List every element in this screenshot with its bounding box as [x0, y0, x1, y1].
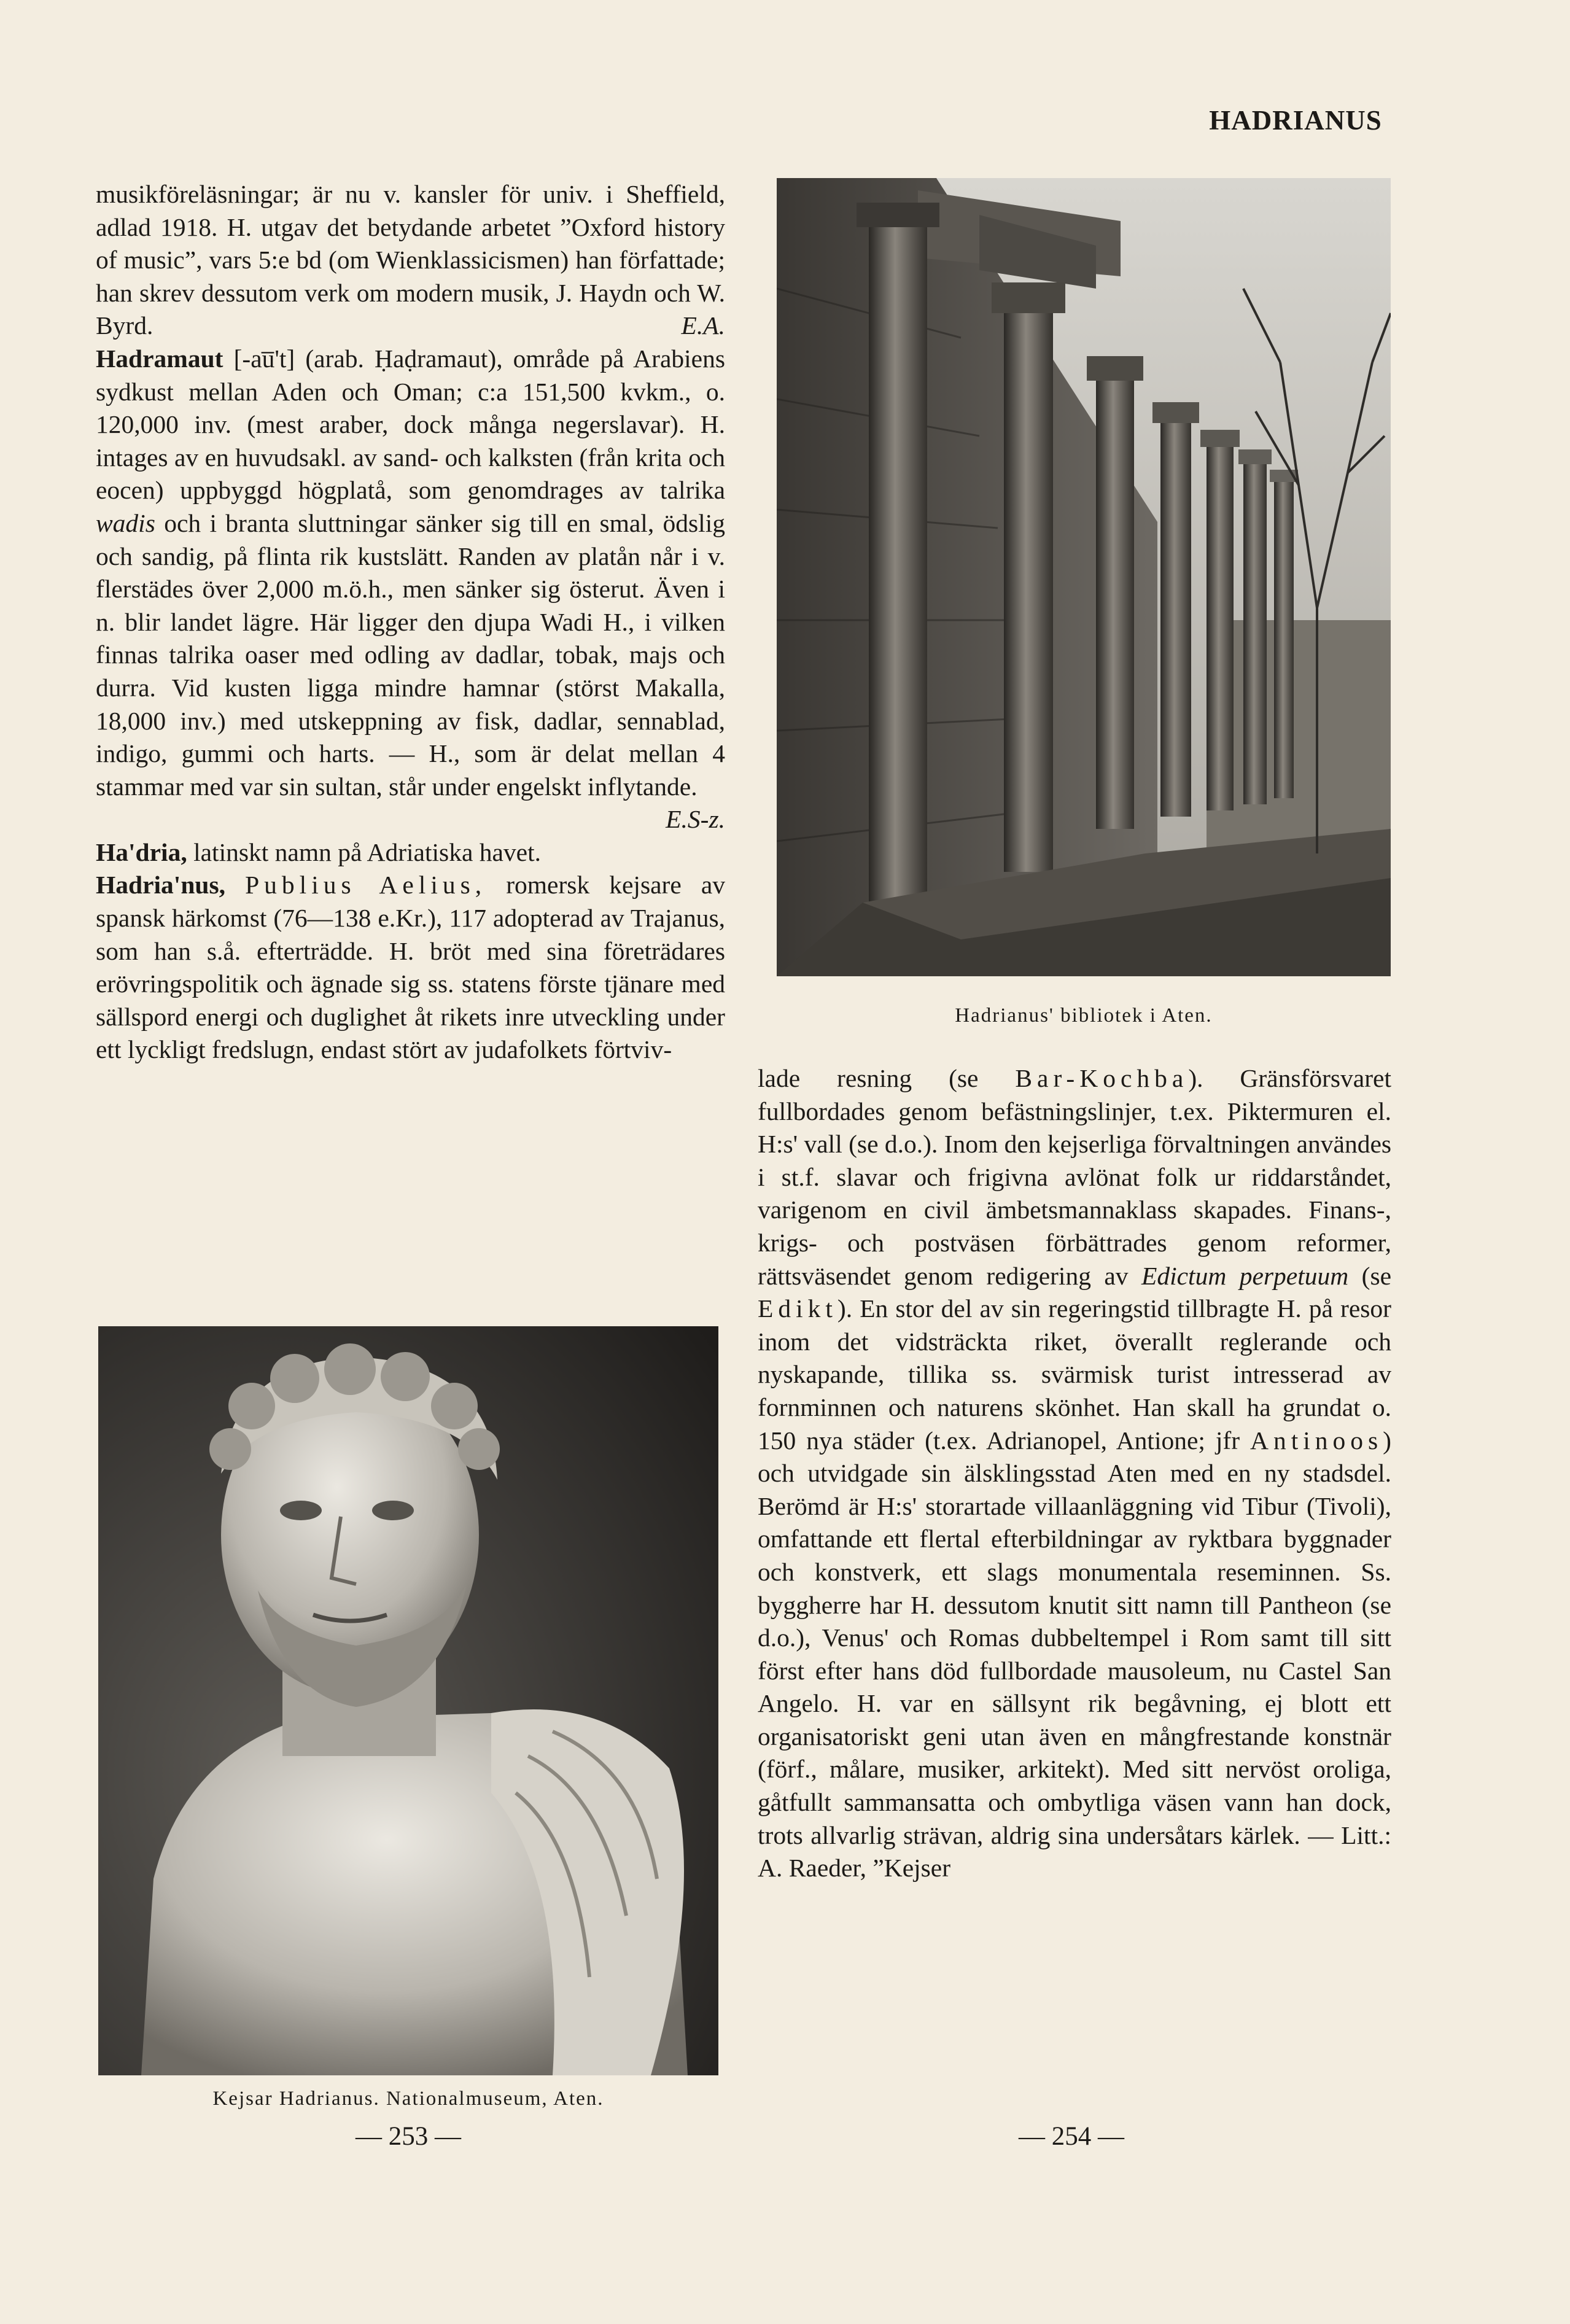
- entry-text: och i branta sluttningar sänker sig till en smal, ödslig och sandig, på flinta rik kustslätt. Randen av platån når i v. flerstädes över 2,000 m.ö.h., men sänker sig österut. Även i n. blir landet lägre. Här ligger den djupa Wadi H., i vilken finnas talrika oaser med odling av dadlar, tobak, majs och durra. Vid kusten ligga mindre hamnar (störst Makalla, 18,000 inv.) med utskeppning av fisk, dadlar, sennablad, indigo, gummi och harts. — H., som är delat mellan 4 stammar med var sin sultan, står under engelskt inflytande.: [96, 508, 725, 801]
- cross-reference: Edikt: [758, 1294, 837, 1323]
- entry-text: på Arabiens sydkust mellan Aden och Oman; c:a 151,500 kvkm., o. 120,000 inv. (mest araber, dock många negerslavar). H. intages av en huvudsakl. av sand- och kalksten (från krita och eocen) uppbyggd högplatå, som genomdrages av talrika: [96, 344, 725, 505]
- entry-text: ) och utvidgade sin älsklingsstad Aten med en ny stadsdel. Berömd är H:s' storartade villaanläggning vid Tibur (Tivoli), omfattande ett flertal efterbildningar av ryktbara byggnader och konstverk, ett slags monumentala reseminnen. Ss. byggherre har H. dessutom knutit sitt namn till Pantheon (se d.o.), Venus' och Romas dubbeltempel i Rom samt till sitt först efter hans död fullbordade mausoleum, nu Castel San Angelo. H. var en sällsynt rik begåvning, ej blott ett organisatoriskt geni utan även en mångfrestande konstnär (förf., målare, musiker, arkitekt). Med sitt nervöst oroliga, gåtfullt sammansatta och ombytliga väsen vann han dock, trots allvarlig strävan, aldrig sina undersåtars kärlek. — Litt.: A. Raeder, ”Kejser: [758, 1426, 1391, 1883]
- italic-term: wadis: [96, 508, 155, 537]
- entry-continuation: [96, 178, 725, 343]
- page-number-left: — 253 —: [356, 2122, 461, 2151]
- bust-photo: [98, 1326, 718, 2075]
- author-signature: E.A.: [681, 311, 725, 340]
- running-head: HADRIANUS: [1209, 105, 1382, 136]
- entry-hadrianus-continued: [758, 1062, 1391, 1885]
- entry-text: (se: [1361, 1261, 1392, 1290]
- entry-hadria: [96, 836, 725, 869]
- bust-illustration: [98, 1326, 718, 2075]
- left-text-column: [96, 178, 725, 1067]
- entry-text: ). En stor del av sin regeringstid tillbragte H. på resor inom det vidsträckta riket, överallt reglerande och nyskapande, tillika ss. svärmisk turist intresserad av fornminnen och naturens skönhet. Han skall ha grundat o. 150 nya städer (t.ex. Adrianopel, Antione; jfr: [758, 1294, 1391, 1455]
- italic-term: Edictum perpetuum: [1141, 1261, 1349, 1290]
- entry-text: musikföreläsningar; är nu v. kansler för univ. i Sheffield, adlad 1918. H. utgav det betydande arbetet ”Oxford history of music”, vars 5:e bd (om Wienklassicismen) han författade; han skrev dessutom verk om modern musik, J. Haydn och W. Byrd.: [96, 180, 725, 340]
- cross-reference: Antinoos: [1249, 1426, 1383, 1455]
- library-photo: [777, 178, 1391, 976]
- author-signature: E.S-z.: [666, 805, 725, 834]
- entry-hadramaut: [96, 343, 725, 834]
- colonnade-illustration: [777, 178, 1391, 976]
- headword: Hadramaut: [96, 344, 223, 373]
- page-number-right: — 254 —: [1019, 2122, 1124, 2151]
- entry-hadrianus: [96, 869, 725, 1067]
- headword: Ha'dria,: [96, 837, 187, 866]
- entry-text: latinskt namn på Adriatiska havet.: [193, 837, 541, 866]
- cross-reference: Bar-Kochba: [1015, 1064, 1189, 1092]
- pronunciation: [-au̅'t] (arab. Ḥaḍramaut), område: [233, 344, 590, 373]
- right-text-column: [758, 1062, 1391, 1885]
- library-caption: Hadrianus' bibliotek i Aten.: [955, 1005, 1213, 1027]
- entry-text: lade resning (se: [758, 1064, 979, 1092]
- bust-caption: Kejsar Hadrianus. Nationalmuseum, Aten.: [212, 2088, 604, 2110]
- headword: Hadria'nus,: [96, 871, 226, 900]
- spaced-name: Publius Aelius,: [245, 871, 487, 900]
- entry-text: romersk kejsare av spansk härkomst (76—138 e.Kr.), 117 adopterad av Trajanus, som han s.å. efterträdde. H. bröt med sina företrädares erövringspolitik och ägnade sig ss. statens förste tjänare med sällspord energi och duglighet åt rikets inre utveckling under ett lyckligt fredslugn, endast stört av judafolkets förtviv-: [96, 871, 725, 1064]
- entry-text: ). Gränsförsvaret fullbordades genom befästningslinjer, t.ex. Piktermuren el. H:s' vall (se d.o.). Inom den kejserliga förvaltningen användes i st.f. slavar och frigivna avlönat folk ur riddarståndet, varigenom en civil ämbetsmannaklass skapades. Finans-, krigs- och postväsen förbättrades genom reformer, rättsväsendet genom redigering av: [758, 1064, 1392, 1290]
